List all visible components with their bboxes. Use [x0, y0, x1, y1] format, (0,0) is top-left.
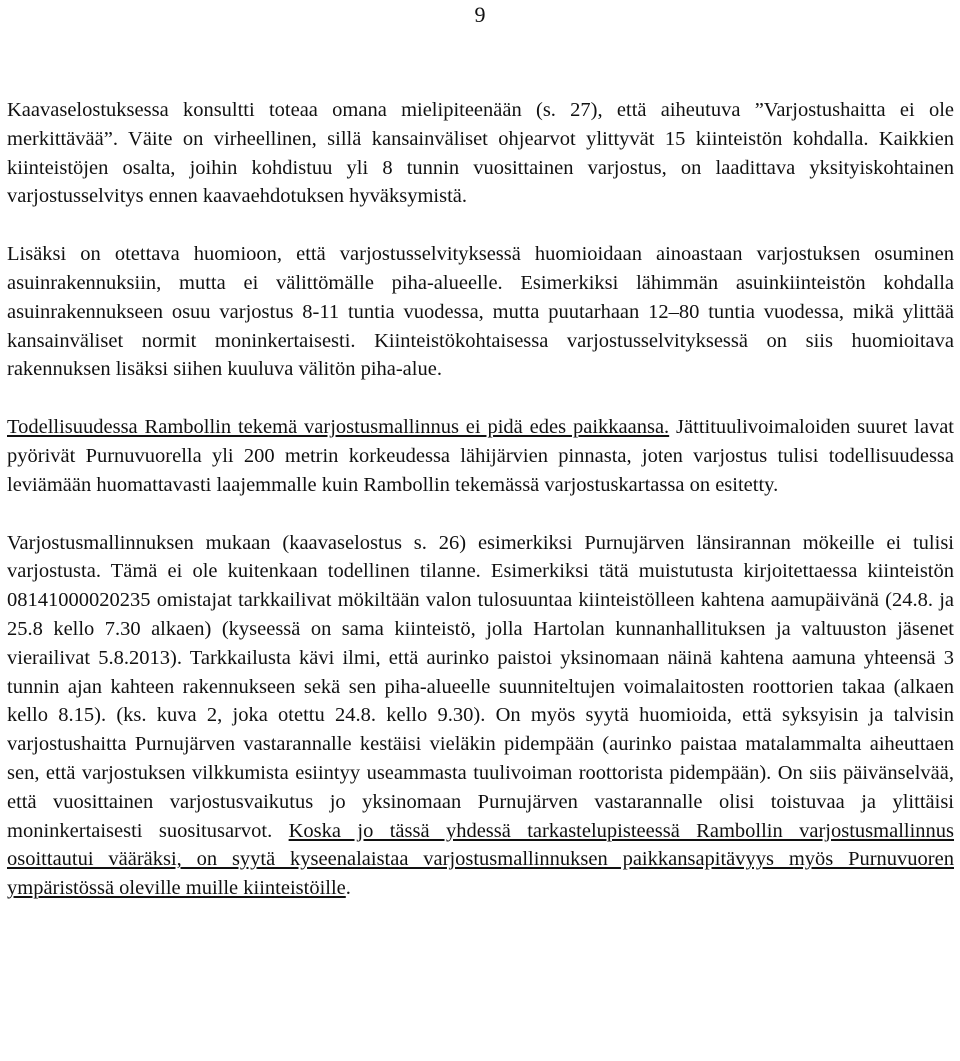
paragraph-text: Jättituulivoimaloiden suuret lavat pyörivät Purnuvuorella yli 200 metrin korkeudessa lähijärvien pinnasta, joten varjostus tulisi todellisuudessa leviämään huomattavasti laajemmalle kuin Rambollin tekemässä varjostuskartassa on esitetty.: [7, 416, 954, 496]
paragraph-text: .: [345, 877, 351, 900]
paragraph-yard-area: [7, 240, 954, 384]
paragraph-observation: [7, 529, 954, 903]
underlined-statement: Koska jo tässä yhdessä tarkastelupisteessä Rambollin varjostusmallinnus osoittautui vääräksi, on syytä kyseenalaistaa varjostusmallinnuksen paikkansapitävyys myös Purnuvuoren ympäristössä oleville muille kiinteistöille: [7, 819, 955, 900]
paragraph-text: Lisäksi on otettava huomioon, että varjostusselvityksessä huomioidaan ainoastaan varjostuksen osuminen asuinrakennuksiin, mutta ei välittömälle piha-alueelle. Esimerkiksi lähimmän asuinkiinteistön kohdalla asuinrakennukseen osuu varjostus 8-11 tuntia vuodessa, mutta puutarhaan 12–80 tuntia vuodessa, mikä ylittää kansainväliset normit moninkertaisesti. Kiinteistökohtaisessa varjostusselvityksessä on siis huomioitava rakennuksen lisäksi siihen kuuluva välitön piha-alue.: [7, 243, 954, 381]
paragraph-model-accuracy: [7, 413, 954, 499]
paragraph-shadow-claim: [7, 96, 954, 211]
document-body: [7, 96, 954, 903]
page-number: 9: [474, 2, 486, 27]
underlined-statement: Todellisuudessa Rambollin tekemä varjostusmallinnus ei pidä edes paikkaansa.: [7, 416, 670, 439]
paragraph-text: Kaavaselostuksessa konsultti toteaa omana mielipiteenään (s. 27), että aiheutuva ”Varjostushaitta ei ole merkittävää”. Väite on virheellinen, sillä kansainväliset ohjearvot ylittyvät 15 kiinteistön kohdalla. Kaikkien kiinteistöjen osalta, joihin kohdistuu yli 8 tunnin vuosittainen varjostus, on laadittava yksityiskohtainen varjostusselvitys ennen kaavaehdotuksen hyväksymistä.: [7, 99, 954, 208]
paragraph-text: Varjostusmallinnuksen mukaan (kaavaselostus s. 26) esimerkiksi Purnujärven länsirannan mökeille ei tulisi varjostusta. Tämä ei ole kuitenkaan todellinen tilanne. Esimerkiksi tätä muistutusta kirjoitettaessa kiinteistön 08141000020235 omistajat tarkkailivat mökiltään valon tulosuuntaa kiinteistölleen kahtena aamupäivänä (24.8. ja 25.8 kello 7.30 alkaen) (kyseessä on sama kiinteistö, jolla Hartolan kunnanhallituksen ja valtuuston jäsenet vierailivat 5.8.2013). Tarkkailusta kävi ilmi, että aurinko paistoi yksinomaan näinä kahtena aamuna yhteensä 3 tunnin ajan kahteen rakennukseen sekä sen piha-alueelle suunniteltujen voimalaitosten roottorien takaa (alkaen kello 8.15). (ks. kuva 2, joka otettu 24.8. kello 9.30). On myös syytä huomioida, että syksyisin ja talvisin varjostushaitta Purnujärven vastarannalle kestäisi vieläkin pidempään (aurinko paistaa matalammalta aiheuttaen sen, että varjostuksen vilkkumista esiintyy useammasta tuulivoiman roottorista pidempään). On siis päivänselvää, että vuosittainen varjostusvaikutus jo yksinomaan Purnujärven vastarannalle olisi toistuvaa ja ylittäisi moninkertaisesti suositusarvot.: [7, 531, 954, 842]
